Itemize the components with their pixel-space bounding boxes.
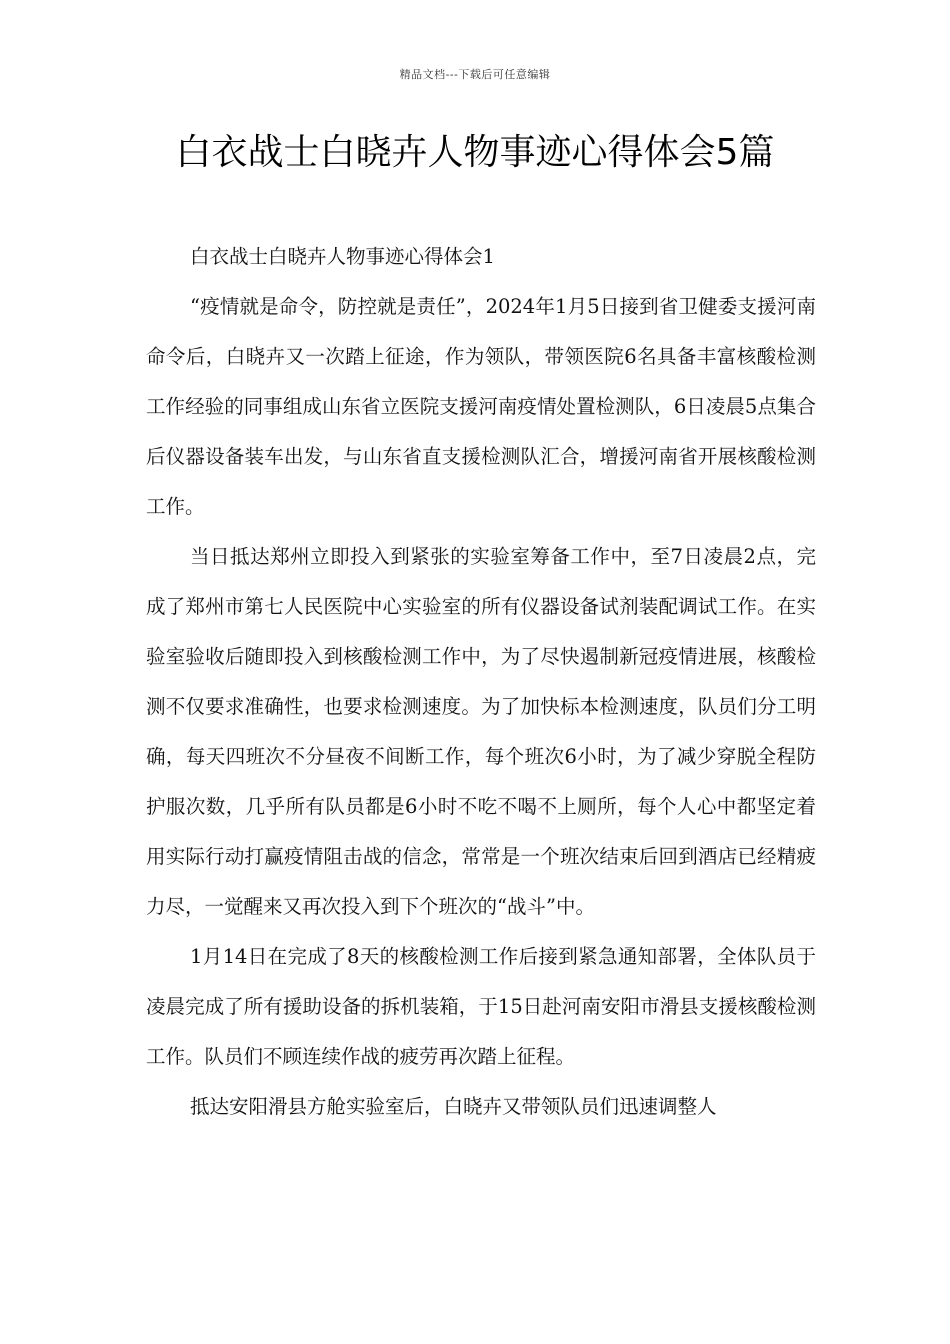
document-body [146,232,816,1132]
paragraph-1: “疫情就是命令，防控就是责任”，2024年1月5日接到省卫健委支援河南命令后，白晓卉又一次踏上征途，作为领队，带领医院6名具备丰富核酸检测工作经验的同事组成山东省立医院支援河南疫情处置检测队，6日凌晨5点集合后仪器设备装车出发，与山东省直支援检测队汇合，增援河南省开展核酸检测工作。 [146,295,816,518]
section-heading: 白衣战士白晓卉人物事迹心得体会1 [190,245,495,268]
document-title: 白衣战士白晓卉人物事迹心得体会5篇 [175,132,775,173]
paragraph-2: 当日抵达郑州立即投入到紧张的实验室筹备工作中，至7日凌晨2点，完成了郑州市第七人民医院中心实验室的所有仪器设备试剂装配调试工作。在实验室验收后随即投入到核酸检测工作中，为了尽快遏制新冠疫情进展，核酸检测不仅要求准确性，也要求检测速度。为了加快标本检测速度，队员们分工明确，每天四班次不分昼夜不间断工作，每个班次6小时，为了减少穿脱全程防护服次数，几乎所有队员都是6小时不吃不喝不上厕所，每个人心中都坚定着用实际行动打赢疫情阻击战的信念，常常是一个班次结束后回到酒店已经精疲力尽，一觉醒来又再次投入到下个班次的“战斗”中。 [146,545,816,918]
paragraph-4: 抵达安阳滑县方舱实验室后，白晓卉又带领队员们迅速调整人 [190,1095,717,1118]
header-note: 精品文档---下载后可任意编辑 [399,68,551,81]
paragraph-3: 1月14日在完成了8天的核酸检测工作后接到紧急通知部署，全体队员于凌晨完成了所有援助设备的拆机装箱，于15日赴河南安阳市滑县支援核酸检测工作。队员们不顾连续作战的疲劳再次踏上征程。 [146,945,816,1068]
